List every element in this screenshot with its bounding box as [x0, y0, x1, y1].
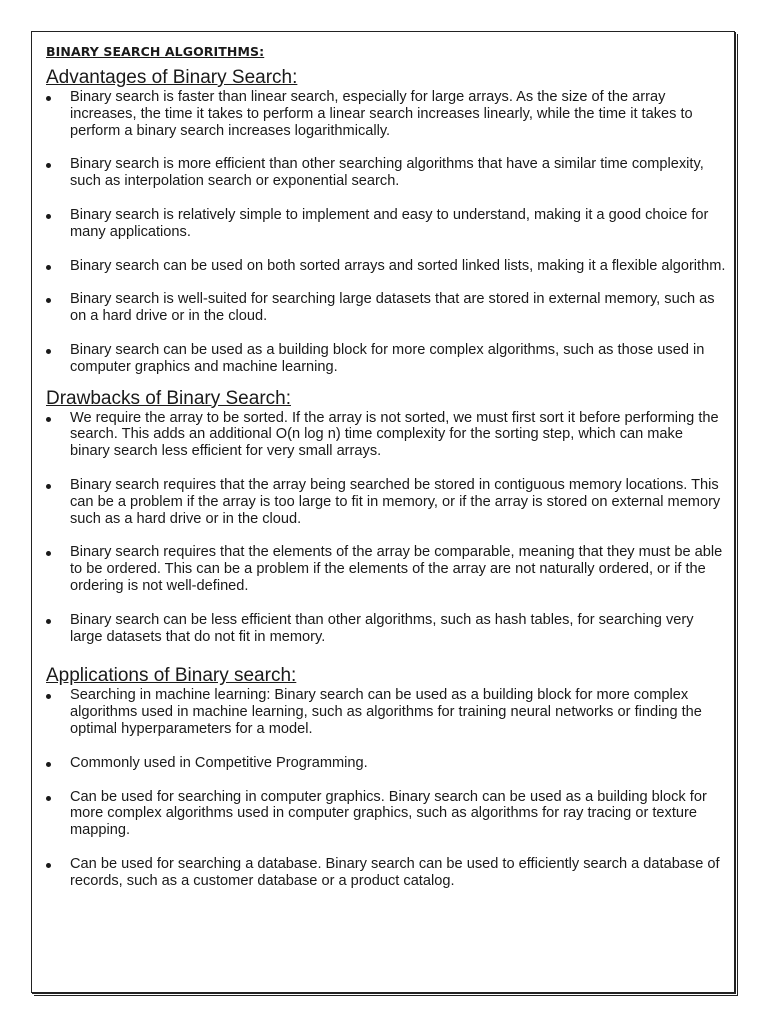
bullet-icon — [46, 694, 51, 699]
list-item-text: Commonly used in Competitive Programming. — [70, 754, 368, 771]
list-item-text: Can be used for searching in computer graphics. Binary search can be used as a building block for more complex algorithms used in computer graphics, such as algorithms for ray tracing or texture mapping. — [70, 788, 707, 839]
bullet-icon — [46, 863, 51, 868]
list-item-text: We require the array to be sorted. If the array is not sorted, we must first sort it before performing the search. This adds an additional O(n log n) time complexity for the sorting step, which can make binary search less efficient for very small arrays. — [70, 409, 719, 460]
list-item — [46, 207, 726, 241]
list-item-text: Binary search can be used on both sorted arrays and sorted linked lists, making it a flexible algorithm. — [70, 257, 726, 274]
section-advantages — [46, 67, 726, 376]
list-item-text: Searching in machine learning: Binary search can be used as a building block for more complex algorithms used in machine learning, such as algorithms for training neural networks or finding the optimal hyperparameters for a model. — [70, 687, 702, 737]
bullet-icon — [46, 214, 51, 219]
list-item — [46, 856, 726, 890]
bullet-icon — [46, 417, 51, 422]
list-item — [46, 89, 726, 139]
list-item — [46, 291, 726, 325]
bullet-icon — [46, 551, 51, 556]
section-heading-applications: Applications of Binary search: — [46, 665, 297, 687]
document-title: BINARY SEARCH ALGORITHMS: — [46, 44, 265, 59]
bullet-icon — [46, 349, 51, 354]
list-item — [46, 544, 726, 594]
list-item — [46, 258, 726, 275]
bullet-icon — [46, 484, 51, 489]
bullet-icon — [46, 619, 51, 624]
bullet-icon — [46, 163, 51, 168]
bullet-icon — [46, 298, 51, 303]
advantages-list — [46, 89, 726, 376]
list-item — [46, 789, 726, 839]
list-item — [46, 687, 726, 737]
bullet-icon — [46, 762, 51, 767]
list-item-text: Can be used for searching a database. Binary search can be used to efficiently search a database of records, such as a customer database or a product catalog. — [70, 855, 720, 889]
list-item-text: Binary search can be less efficient than other algorithms, such as hash tables, for searching very large datasets that do not fit in memory. — [70, 611, 694, 645]
section-drawbacks — [46, 388, 726, 646]
section-heading-advantages: Advantages of Binary Search: — [46, 67, 298, 88]
document-body — [46, 44, 726, 890]
list-item — [46, 410, 726, 460]
section-heading-drawbacks: Drawbacks of Binary Search: — [46, 387, 291, 409]
list-item-text: Binary search is faster than linear search, especially for large arrays. As the size of the array increases, the time it takes to perform a linear search increases linearly, while the time it takes to perform a binary search increases logarithmically. — [70, 89, 693, 139]
list-item — [46, 477, 726, 527]
list-item — [46, 342, 726, 376]
section-applications — [46, 665, 726, 889]
bullet-icon — [46, 796, 51, 801]
list-item-text: Binary search can be used as a building block for more complex algorithms, such as those used in computer graphics and machine learning. — [70, 341, 705, 375]
drawbacks-list — [46, 410, 726, 646]
bullet-icon — [46, 265, 51, 270]
list-item-text: Binary search is more efficient than other searching algorithms that have a similar time complexity, such as interpolation search or exponential search. — [70, 156, 704, 190]
bullet-icon — [46, 96, 51, 101]
list-item — [46, 156, 726, 190]
list-item-text: Binary search requires that the elements of the array be comparable, meaning that they must be able to be ordered. This can be a problem if the elements of the array are not naturally ordered, or if the ordering is not well-defined. — [70, 544, 723, 594]
list-item — [46, 612, 726, 646]
list-item-text: Binary search is relatively simple to implement and easy to understand, making it a good choice for many applications. — [70, 206, 709, 240]
list-item-text: Binary search requires that the array being searched be stored in contiguous memory locations. This can be a problem if the array is too large to fit in memory, or if the array is stored on external memory such as a hard drive or in the cloud. — [70, 476, 721, 527]
list-item-text: Binary search is well-suited for searching large datasets that are stored in external memory, such as on a hard drive or in the cloud. — [70, 291, 715, 325]
applications-list — [46, 687, 726, 889]
list-item — [46, 755, 726, 772]
